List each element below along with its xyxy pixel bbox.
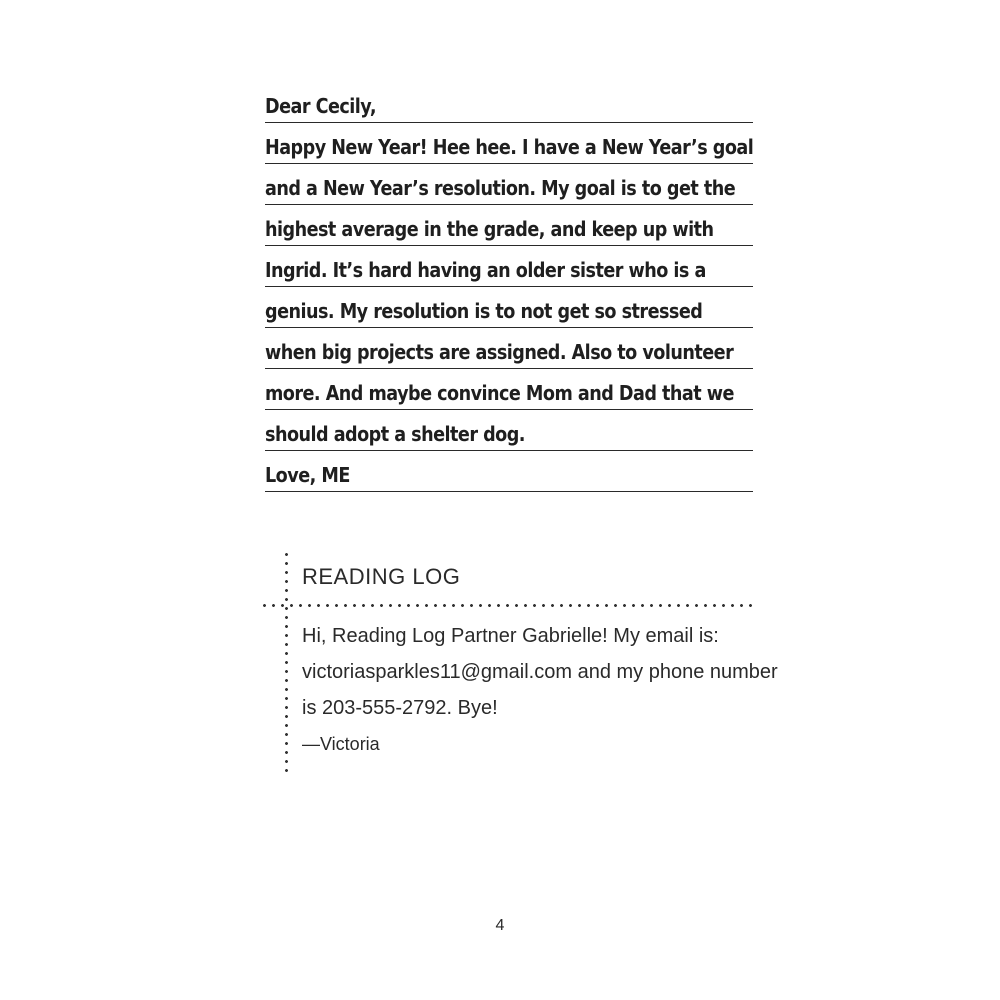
handwritten-letter — [265, 82, 753, 492]
reading-log-line: victoriasparkles11@gmail.com and my phone number — [302, 661, 778, 683]
reading-log-heading: READING LOG — [302, 564, 461, 589]
letter-line: and a New Year’s resolution. My goal is to get the — [265, 164, 753, 205]
letter-line: genius. My resolution is to not get so stressed — [265, 287, 753, 328]
reading-log-signature: —Victoria — [302, 734, 380, 754]
reading-log-line: Hi, Reading Log Partner Gabrielle! My email is: — [302, 625, 719, 647]
vertical-dotted-divider — [285, 550, 288, 775]
letter-line-greeting: Dear Cecily, — [265, 82, 753, 123]
letter-line-signoff: Love, ME — [265, 451, 753, 492]
letter-line: when big projects are assigned. Also to volunteer — [265, 328, 753, 369]
letter-line: Ingrid. It’s hard having an older sister who is a — [265, 246, 753, 287]
letter-line: should adopt a shelter dog. — [265, 410, 753, 451]
reading-log-message — [302, 618, 778, 762]
page-number: 4 — [495, 917, 505, 934]
reading-log-box — [285, 550, 778, 775]
reading-log-line: is 203-555-2792. Bye! — [302, 697, 498, 719]
horizontal-dotted-divider — [260, 604, 755, 607]
letter-line: Happy New Year! Hee hee. I have a New Year’s goal — [265, 123, 753, 164]
letter-line: highest average in the grade, and keep up with — [265, 205, 753, 246]
letter-line: more. And maybe convince Mom and Dad that we — [265, 369, 753, 410]
